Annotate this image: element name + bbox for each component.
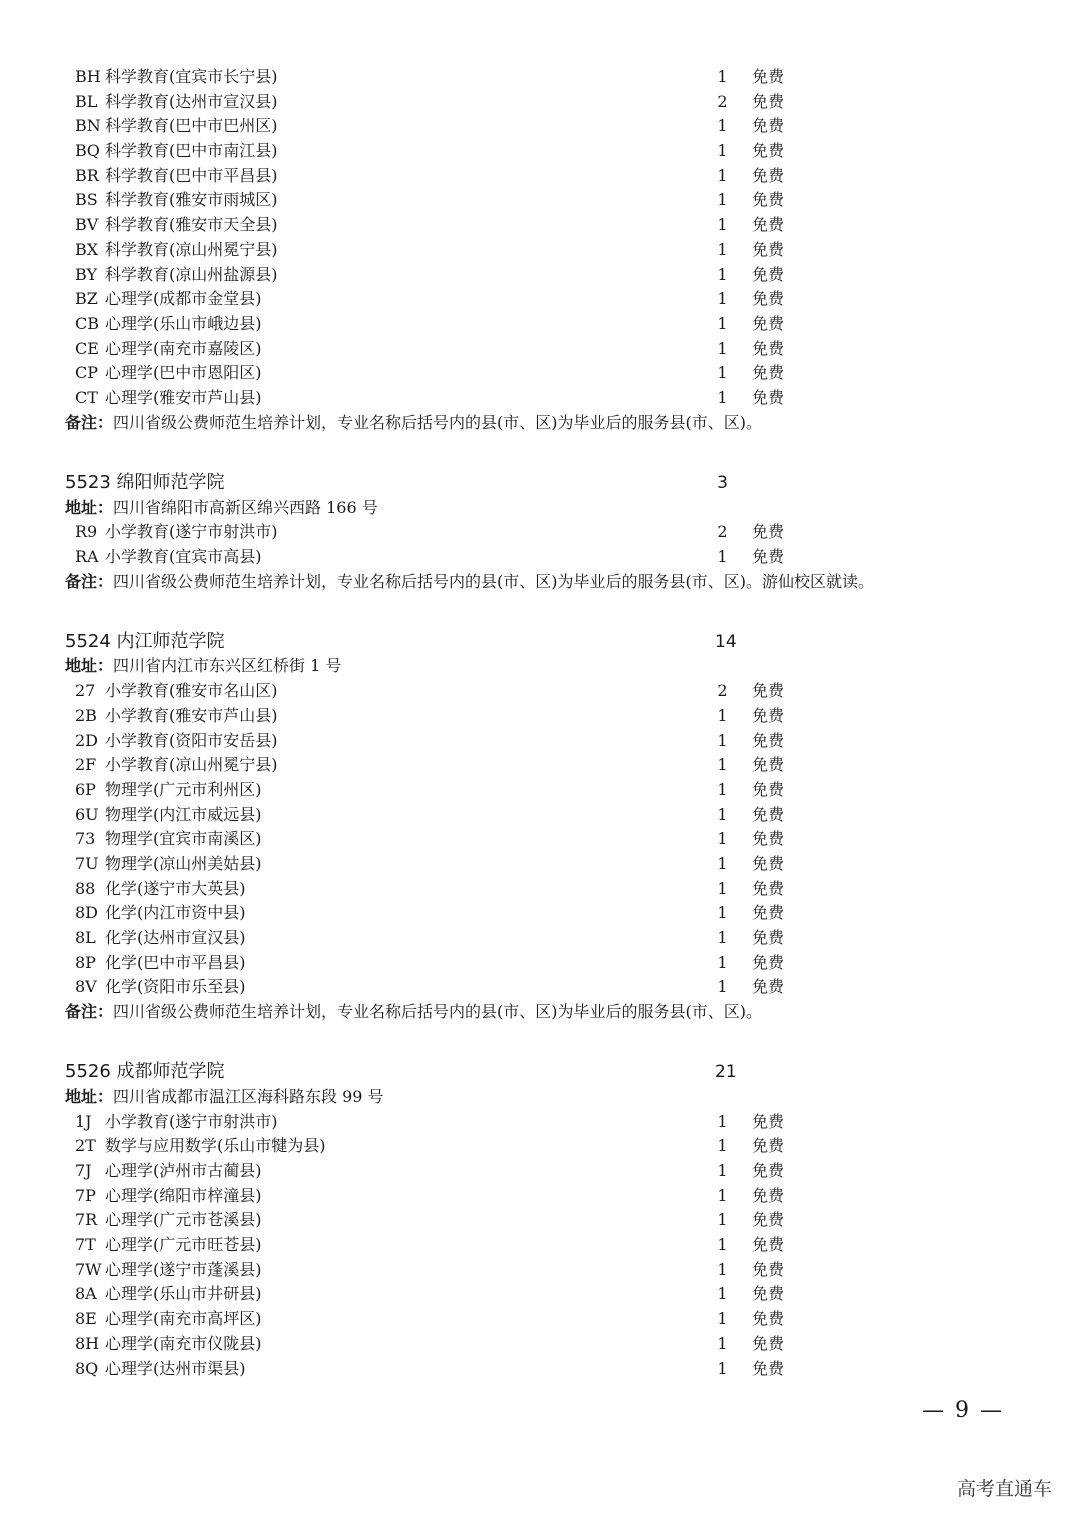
remark-note (65, 1000, 1025, 1025)
address-text: 四川省绵阳市高新区绵兴西路 166 号 (113, 497, 378, 517)
table-row (65, 164, 1025, 189)
major-name: 科学教育(凉山州盐源县) (105, 264, 278, 284)
table-row (65, 679, 1025, 704)
major-name: 化学(遂宁市大英县) (105, 878, 246, 898)
major-code: 8L (75, 928, 96, 947)
major-name: 小学教育(凉山州冕宁县) (105, 755, 278, 775)
major-name: 心理学(泸州市古蔺县) (105, 1161, 262, 1180)
table-row (65, 803, 1025, 828)
table-row (65, 1282, 1025, 1307)
major-name: 心理学(成都市金堂县) (105, 289, 262, 309)
major-name: 小学教育(遂宁市射洪市) (105, 522, 278, 542)
quota-count: 1 (717, 1185, 728, 1205)
major-name: 小学教育(宜宾市高县) (105, 546, 262, 566)
major-name: 心理学(巴中市恩阳区) (105, 363, 262, 383)
quota-count: 1 (717, 165, 728, 185)
school-name: 内江师范学院 (116, 630, 225, 652)
school-title (65, 472, 225, 493)
major-code: 8A (75, 1284, 97, 1304)
table-row (65, 1258, 1025, 1283)
quota-count: 1 (717, 546, 728, 566)
quota-count: 1 (717, 387, 728, 407)
tuition-status: 免费 (752, 1136, 785, 1156)
tuition-status: 免费 (752, 705, 785, 725)
quota-count: 1 (717, 952, 728, 972)
quota-count: 1 (717, 1111, 728, 1131)
school-section (65, 630, 1025, 1025)
quota-count: 1 (717, 1136, 728, 1156)
table-row (65, 926, 1025, 951)
major-code: BH (75, 67, 101, 86)
tuition-status: 免费 (752, 1309, 785, 1329)
major-code: 8D (75, 903, 99, 923)
remark-label: 备注： (65, 1002, 114, 1022)
school-section (65, 471, 1025, 594)
page-number: — 9 — (922, 1398, 1004, 1423)
table-row (65, 975, 1025, 1000)
major-name: 小学教育(资阳市安岳县) (105, 730, 278, 750)
tuition-status: 免费 (752, 1284, 785, 1304)
school-address (65, 496, 1025, 521)
major-code: CP (75, 363, 99, 383)
major-code: RA (75, 546, 99, 566)
tuition-status: 免费 (752, 681, 785, 701)
quota-count: 1 (717, 928, 728, 947)
major-code: 7P (75, 1185, 96, 1205)
major-name: 科学教育(雅安市雨城区) (105, 190, 278, 210)
table-row (65, 1208, 1025, 1233)
table-row (65, 386, 1025, 411)
major-name: 心理学(达州市渠县) (105, 1358, 246, 1378)
table-row (65, 213, 1025, 238)
table-row (65, 1184, 1025, 1209)
major-name: 化学(内江市资中县) (105, 903, 246, 923)
table-row (65, 877, 1025, 902)
table-row (65, 361, 1025, 386)
quota-count: 1 (717, 903, 728, 923)
major-code: BR (75, 165, 99, 185)
tuition-status: 免费 (752, 730, 785, 750)
major-name: 心理学(广元市苍溪县) (105, 1210, 262, 1230)
quota-count: 1 (717, 313, 728, 333)
tuition-status: 免费 (752, 878, 785, 898)
tuition-status: 免费 (752, 67, 785, 86)
major-code: 8E (75, 1309, 97, 1329)
major-code: 27 (75, 681, 96, 701)
major-name: 心理学(雅安市芦山县) (105, 387, 262, 407)
remark-label: 备注： (65, 571, 114, 591)
major-code: 7U (75, 853, 99, 873)
table-row (65, 1332, 1025, 1357)
table-row (65, 139, 1025, 164)
quota-count: 1 (717, 878, 728, 898)
tuition-status: 免费 (752, 903, 785, 923)
major-name: 科学教育(凉山州冕宁县) (105, 239, 278, 259)
quota-count: 1 (717, 289, 728, 309)
table-row (65, 729, 1025, 754)
major-name: 化学(资阳市乐至县) (105, 977, 246, 997)
quota-count: 1 (717, 1309, 728, 1329)
tuition-status: 免费 (752, 755, 785, 775)
tuition-status: 免费 (752, 853, 785, 873)
major-name: 小学教育(雅安市名山区) (105, 681, 278, 701)
tuition-status: 免费 (752, 1111, 785, 1131)
school-title (65, 1061, 225, 1082)
tuition-status: 免费 (752, 215, 785, 235)
table-row (65, 263, 1025, 288)
major-name: 物理学(凉山州美姑县) (105, 853, 262, 873)
major-name: 小学教育(遂宁市射洪市) (105, 1111, 278, 1131)
quota-count: 1 (717, 116, 728, 136)
major-code: CE (75, 338, 99, 358)
table-row (65, 1357, 1025, 1382)
table-row (65, 951, 1025, 976)
major-code: 2B (75, 705, 97, 725)
tuition-status: 免费 (752, 522, 785, 542)
remark-note (65, 570, 1025, 595)
major-name: 化学(巴中市平昌县) (105, 952, 246, 972)
major-name: 科学教育(巴中市巴州区) (105, 116, 278, 136)
quota-count: 1 (717, 755, 728, 775)
major-code: BS (75, 190, 98, 210)
major-code: BN (75, 116, 101, 136)
quota-count: 1 (717, 1333, 728, 1353)
quota-count: 1 (717, 705, 728, 725)
table-row (65, 753, 1025, 778)
school-address (65, 1085, 1025, 1110)
school-code: 5523 (65, 471, 111, 493)
remark-text: 四川省级公费师范生培养计划，专业名称后括号内的县(市、区)为毕业后的服务县(市、区)。游仙校区就读。 (113, 571, 874, 591)
remark-label: 备注： (65, 412, 114, 432)
table-row (65, 1307, 1025, 1332)
school-address (65, 654, 1025, 679)
major-name: 小学教育(雅安市芦山县) (105, 705, 278, 725)
tuition-status: 免费 (752, 338, 785, 358)
tuition-status: 免费 (752, 141, 785, 161)
major-code: 8V (75, 977, 97, 997)
major-code: 8P (75, 952, 96, 972)
school-heading (65, 471, 1025, 496)
table-row (65, 1233, 1025, 1258)
tuition-status: 免费 (752, 829, 785, 849)
quota-count: 1 (717, 1358, 728, 1378)
major-name: 物理学(内江市威远县) (105, 804, 262, 824)
tuition-status: 免费 (752, 165, 785, 185)
quota-count: 1 (717, 853, 728, 873)
major-name: 物理学(广元市利州区) (105, 779, 262, 799)
watermark: 高考直通车 (956, 1478, 1052, 1500)
tuition-status: 免费 (752, 1333, 785, 1353)
tuition-status: 免费 (752, 313, 785, 333)
quota-count: 1 (717, 239, 728, 259)
school-total: 3 (717, 472, 728, 493)
tuition-status: 免费 (752, 239, 785, 259)
remark-text: 四川省级公费师范生培养计划，专业名称后括号内的县(市、区)为毕业后的服务县(市、区)。 (113, 412, 762, 432)
tuition-status: 免费 (752, 928, 785, 947)
address-label: 地址： (65, 656, 114, 676)
quota-count: 1 (717, 363, 728, 383)
quota-count: 2 (717, 522, 728, 542)
major-code: 1J (75, 1111, 92, 1131)
major-name: 数学与应用数学(乐山市犍为县) (105, 1136, 326, 1156)
major-name: 科学教育(巴中市平昌县) (105, 165, 278, 185)
table-row (65, 188, 1025, 213)
quota-count: 1 (717, 730, 728, 750)
major-code: 88 (75, 878, 96, 898)
tuition-status: 免费 (752, 289, 785, 309)
school-heading (65, 630, 1025, 655)
quota-count: 1 (717, 779, 728, 799)
tuition-status: 免费 (752, 1358, 785, 1378)
major-code: 7J (75, 1161, 92, 1180)
table-row (65, 520, 1025, 545)
major-code: 6P (75, 779, 96, 799)
major-name: 科学教育(达州市宣汉县) (105, 91, 278, 111)
quota-count: 1 (717, 67, 728, 86)
major-name: 心理学(南充市仪陇县) (105, 1333, 262, 1353)
school-heading (65, 1060, 1025, 1085)
quota-count: 1 (717, 1284, 728, 1304)
table-row (65, 545, 1025, 570)
table-row (65, 337, 1025, 362)
school-name: 绵阳师范学院 (116, 471, 225, 493)
school-code: 5526 (65, 1061, 111, 1083)
table-row (65, 778, 1025, 803)
quota-count: 1 (717, 264, 728, 284)
address-text: 四川省内江市东兴区红桥街 1 号 (113, 656, 342, 676)
quota-count: 1 (717, 977, 728, 997)
major-name: 心理学(乐山市峨边县) (105, 313, 262, 333)
major-name: 心理学(南充市高坪区) (105, 1309, 262, 1329)
tuition-status: 免费 (752, 190, 785, 210)
tuition-status: 免费 (752, 1185, 785, 1205)
tuition-status: 免费 (752, 779, 785, 799)
table-row (65, 1159, 1025, 1184)
school-total: 21 (715, 1062, 737, 1083)
table-row (65, 704, 1025, 729)
quota-count: 1 (717, 215, 728, 235)
table-row (65, 901, 1025, 926)
table-row (65, 65, 1025, 90)
major-name: 科学教育(雅安市天全县) (105, 215, 278, 235)
tuition-status: 免费 (752, 116, 785, 136)
major-code: BQ (75, 141, 100, 161)
continued-section (65, 65, 1025, 435)
tuition-status: 免费 (752, 1259, 785, 1279)
address-text: 四川省成都市温江区海科路东段 99 号 (113, 1086, 384, 1106)
tuition-status: 免费 (752, 387, 785, 407)
quota-count: 1 (717, 1210, 728, 1230)
document-body (65, 65, 1025, 1381)
tuition-status: 免费 (752, 1235, 785, 1255)
table-row (65, 312, 1025, 337)
quota-count: 2 (717, 91, 728, 111)
tuition-status: 免费 (752, 977, 785, 997)
major-code: 8H (75, 1333, 100, 1353)
school-section (65, 1060, 1025, 1381)
table-row (65, 90, 1025, 115)
major-code: 8Q (75, 1358, 99, 1378)
major-name: 物理学(宜宾市南溪区) (105, 829, 262, 849)
major-name: 心理学(遂宁市蓬溪县) (105, 1259, 262, 1279)
quota-count: 1 (717, 804, 728, 824)
major-code: 6U (75, 804, 99, 824)
school-total: 14 (715, 631, 737, 652)
major-name: 心理学(绵阳市梓潼县) (105, 1185, 262, 1205)
quota-count: 1 (717, 1259, 728, 1279)
quota-count: 1 (717, 1161, 728, 1180)
tuition-status: 免费 (752, 264, 785, 284)
major-name: 心理学(乐山市井研县) (105, 1284, 262, 1304)
major-code: 2F (75, 755, 97, 775)
table-row (65, 1134, 1025, 1159)
major-code: BZ (75, 289, 98, 309)
table-row (65, 852, 1025, 877)
remark-text: 四川省级公费师范生培养计划，专业名称后括号内的县(市、区)为毕业后的服务县(市、区)。 (113, 1002, 762, 1022)
major-code: BV (75, 215, 99, 235)
tuition-status: 免费 (752, 363, 785, 383)
major-code: 73 (75, 829, 96, 849)
major-name: 心理学(广元市旺苍县) (105, 1235, 262, 1255)
tuition-status: 免费 (752, 546, 785, 566)
major-code: BX (75, 239, 99, 259)
quota-count: 1 (717, 141, 728, 161)
school-code: 5524 (65, 630, 111, 652)
major-name: 化学(达州市宣汉县) (105, 928, 246, 947)
remark-note (65, 411, 1025, 436)
table-row (65, 1110, 1025, 1135)
major-name: 心理学(南充市嘉陵区) (105, 338, 262, 358)
tuition-status: 免费 (752, 804, 785, 824)
tuition-status: 免费 (752, 952, 785, 972)
major-code: CB (75, 313, 99, 333)
table-row (65, 114, 1025, 139)
major-name: 科学教育(宜宾市长宁县) (105, 67, 278, 86)
table-row (65, 238, 1025, 263)
address-label: 地址： (65, 497, 114, 517)
tuition-status: 免费 (752, 1161, 785, 1180)
address-label: 地址： (65, 1086, 114, 1106)
major-code: BL (75, 91, 98, 111)
quota-count: 1 (717, 338, 728, 358)
quota-count: 1 (717, 190, 728, 210)
major-code: R9 (75, 522, 98, 542)
major-code: CT (75, 387, 98, 407)
major-code: 7T (75, 1235, 96, 1255)
table-row (65, 287, 1025, 312)
quota-count: 1 (717, 829, 728, 849)
school-name: 成都师范学院 (116, 1061, 225, 1083)
major-code: 2D (75, 730, 99, 750)
major-name: 科学教育(巴中市南江县) (105, 141, 278, 161)
major-code: BY (75, 264, 98, 284)
major-code: 7W (75, 1259, 102, 1279)
school-title (65, 631, 225, 652)
tuition-status: 免费 (752, 1210, 785, 1230)
major-code: 7R (75, 1210, 98, 1230)
tuition-status: 免费 (752, 91, 785, 111)
quota-count: 2 (717, 681, 728, 701)
quota-count: 1 (717, 1235, 728, 1255)
major-code: 2T (75, 1136, 96, 1156)
table-row (65, 827, 1025, 852)
